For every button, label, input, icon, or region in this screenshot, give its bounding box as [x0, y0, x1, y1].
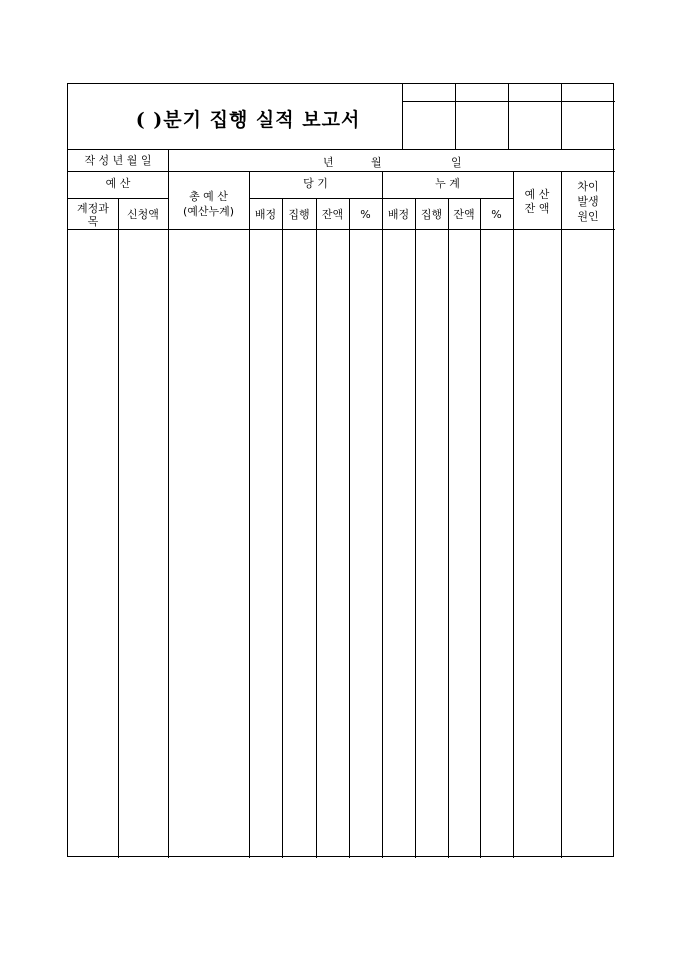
header-bottom-rule	[68, 229, 615, 230]
date-year: 년	[323, 156, 334, 169]
col-line-account	[118, 198, 119, 858]
cum-exec: 집행	[420, 208, 443, 221]
header-variance-line3: 원인	[577, 210, 599, 223]
cur-alloc: 배정	[254, 208, 277, 221]
col-line-cur-balance	[316, 198, 317, 858]
cur-exec: 집행	[288, 208, 310, 221]
col-line-cur-pct	[349, 198, 350, 858]
header-budget-balance-line1: 예 산	[524, 188, 550, 201]
header-budget-balance-line2: 잔 액	[524, 202, 550, 215]
date-month: 월	[371, 156, 382, 169]
col-line-cur-exec	[282, 198, 283, 858]
cum-pct: %	[491, 208, 502, 221]
header-variance-line2: 발생	[577, 195, 599, 208]
approval-box-divider-1	[455, 84, 456, 149]
col-line-variance	[561, 171, 562, 858]
cur-balance: 잔액	[321, 208, 344, 221]
header-total-budget-line1: 총 예 산	[189, 190, 228, 203]
col-line-cumulative	[382, 171, 383, 858]
approval-box-divider-3	[561, 84, 562, 149]
col-line-cum-exec	[415, 198, 416, 858]
col-line-budget-balance	[513, 171, 514, 858]
col-line-requested	[168, 171, 169, 858]
header-current: 당 기	[303, 177, 328, 190]
header-account-line2: 목	[87, 215, 99, 228]
header-requested: 신청액	[127, 208, 159, 221]
execution-report-form	[67, 83, 614, 857]
report-title: ( )분기 집행 실적 보고서	[135, 109, 361, 131]
title-bottom-rule	[68, 149, 615, 150]
col-line-cum-pct	[480, 198, 481, 858]
cum-balance: 잔액	[453, 208, 475, 221]
cum-alloc: 배정	[387, 208, 410, 221]
cur-pct: %	[360, 208, 371, 221]
col-line-cum-balance	[448, 198, 449, 858]
header-total-budget-line2: (예산누계)	[182, 205, 235, 218]
header-account-line1: 계정과	[77, 202, 109, 215]
current-cumulative-subheader-rule	[249, 198, 513, 199]
header-budget: 예 산	[105, 177, 131, 190]
header-variance-line1: 차이	[577, 180, 599, 193]
date-label: 작 성 년 월 일	[84, 154, 152, 167]
approval-box-left-border	[402, 84, 403, 149]
date-row-bottom-rule	[68, 171, 615, 172]
date-label-divider	[168, 149, 169, 171]
col-line-total-budget	[249, 171, 250, 858]
date-day: 일	[451, 156, 462, 169]
approval-box-divider-2	[508, 84, 509, 149]
header-cumulative: 누 계	[435, 177, 460, 190]
